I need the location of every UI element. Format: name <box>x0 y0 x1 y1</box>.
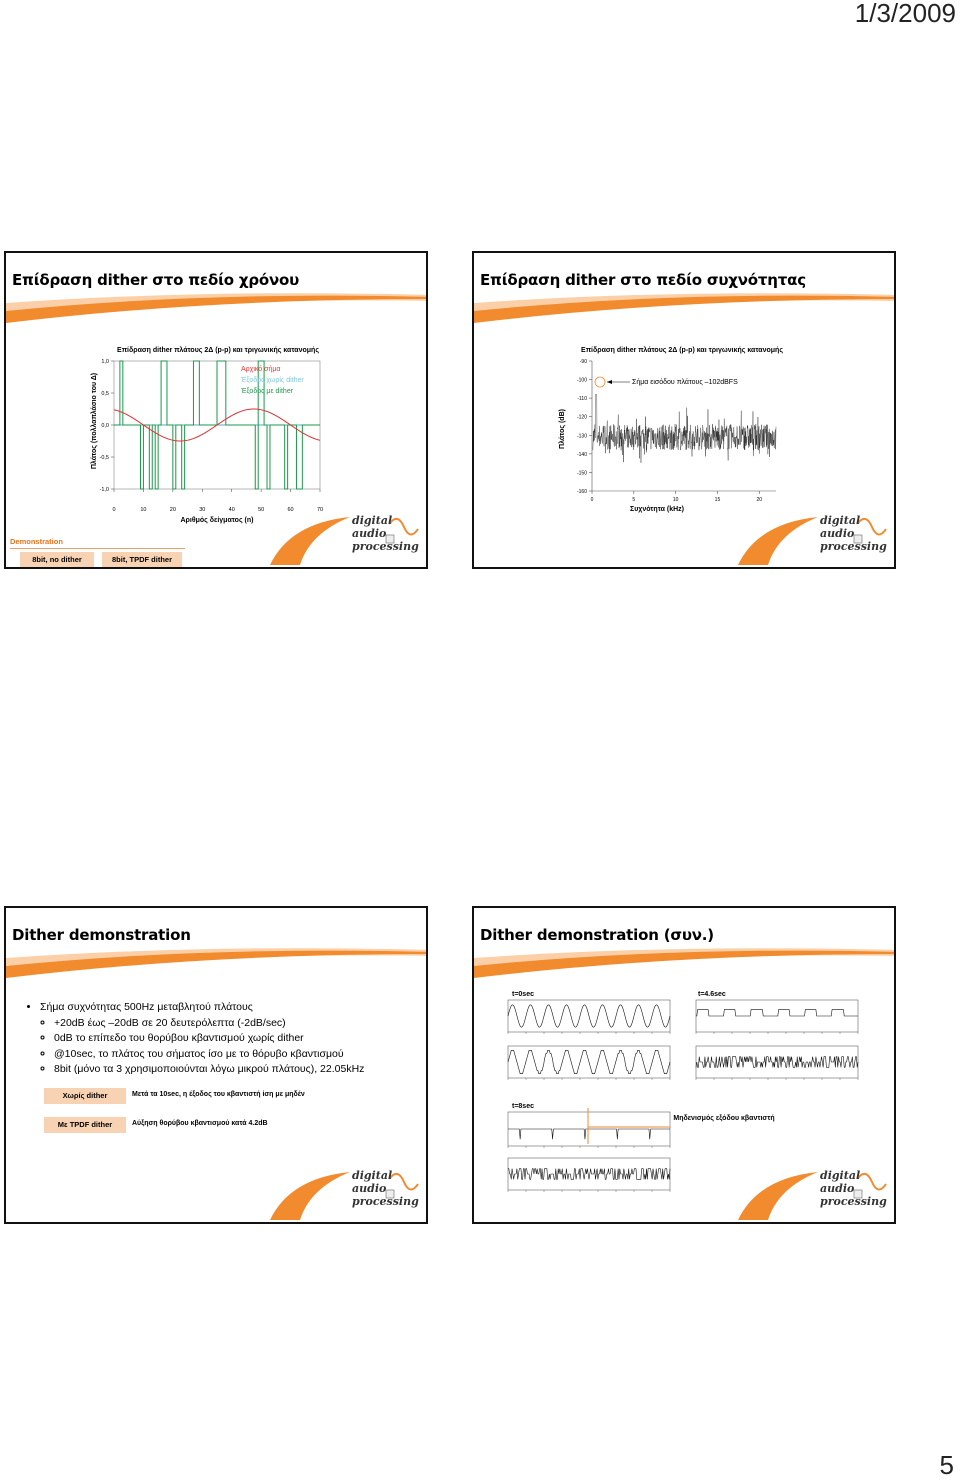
label-t8: t=8sec <box>512 1103 534 1110</box>
x-tick-label: 30 <box>199 507 206 513</box>
chart-title: Επίδραση dither πλάτους 2Δ (p-p) και τριγωνικής κατανομής <box>117 347 319 354</box>
x-axis-label: Αριθμός δείγματος (n) <box>180 517 254 524</box>
peak-marker <box>595 377 605 387</box>
note-tpdf: Αύξηση θορύβου κβαντισμού κατά 4.2dB <box>132 1120 268 1127</box>
slide-title: Επίδραση dither στο πεδίο χρόνου <box>12 271 300 289</box>
slide-frequency-domain <box>472 251 896 569</box>
legend-no-dither: Έξοδος χωρίς dither <box>241 377 304 384</box>
x-tick-label: 60 <box>287 507 294 513</box>
title-swoosh <box>474 944 896 984</box>
panel-waveform <box>508 1129 670 1139</box>
y-tick-label: -130 <box>576 433 587 440</box>
slide-dither-demo <box>4 906 428 1224</box>
y-tick-label: -140 <box>576 451 587 458</box>
x-tick-label: 5 <box>632 497 636 503</box>
logo-line3: processing <box>352 1195 419 1208</box>
y-tick-label: -1,0 <box>99 487 109 493</box>
x-tick-label: 10 <box>672 497 679 503</box>
title-swoosh <box>6 289 428 329</box>
button-8bit-no-dither[interactable]: 8bit, no dither <box>20 552 94 568</box>
y-tick-label: 1,0 <box>101 359 109 365</box>
y-tick-label: -160 <box>576 489 587 495</box>
y-tick-label: -100 <box>576 377 587 384</box>
button-no-dither[interactable]: Χωρίς dither <box>44 1088 126 1104</box>
x-tick-label: 15 <box>714 497 721 503</box>
slide-time-domain <box>4 251 428 569</box>
bullet-1: ◦ +20dB έως –20dB σε 20 δευτερόλεπτα (-2dB/sec) <box>54 1016 364 1032</box>
title-swoosh <box>474 289 896 329</box>
logo-line1: digital <box>352 514 393 527</box>
x-tick-label: 0 <box>590 497 594 503</box>
y-tick-label: 0,5 <box>101 391 109 397</box>
frequency-domain-chart <box>474 341 896 526</box>
bullet-3: ◦ @10sec, το πλάτος του σήματος ίσο με το θόρυβο κβαντισμού <box>54 1047 364 1063</box>
y-tick-label: 0,0 <box>101 423 109 429</box>
slide-title: Dither demonstration <box>12 926 191 944</box>
logo <box>270 1168 420 1220</box>
panel-t46-output <box>696 1046 858 1080</box>
x-axis-label: Συχνότητα (kHz) <box>630 506 684 513</box>
panel-t46-input <box>696 1000 858 1034</box>
x-tick-label: 40 <box>228 507 235 513</box>
bullet-2: ◦ 0dB το επίπεδο του θορύβου κβαντισμού χωρίς dither <box>54 1031 364 1047</box>
logo-line2: audio <box>820 527 855 540</box>
panel-waveform <box>508 1050 670 1073</box>
panel-waveform <box>508 1005 670 1027</box>
panel-waveform <box>696 1057 858 1068</box>
demonstration-label: Demonstration <box>10 537 63 546</box>
x-tick-label: 20 <box>756 497 763 503</box>
title-swoosh <box>6 944 428 984</box>
logo-line1: digital <box>820 1169 861 1182</box>
page-number: 5 <box>939 1450 954 1480</box>
logo-line3: processing <box>820 540 887 553</box>
logo-line3: processing <box>820 1195 887 1208</box>
x-tick-label: 50 <box>258 507 265 513</box>
slide-title: Dither demonstration (συν.) <box>480 926 714 944</box>
demo-underline <box>10 548 185 549</box>
panel-waveform <box>696 1010 858 1016</box>
button-8bit-tpdf-dither[interactable]: 8bit, TPDF dither <box>102 552 182 568</box>
x-tick-label: 10 <box>140 507 147 513</box>
label-t46: t=4.6sec <box>698 991 726 998</box>
panel-waveform <box>508 1169 670 1180</box>
logo-line2: audio <box>352 1182 387 1195</box>
y-tick-label: -150 <box>576 470 587 477</box>
x-tick-label: 20 <box>169 507 176 513</box>
y-tick-label: -0,5 <box>99 455 109 461</box>
bullet-4: ◦ 8bit (μόνο τα 3 χρησιμοποιούνται λόγω μικρού πλάτους), 22.05kHz <box>54 1062 364 1078</box>
panel-t0-input <box>508 1000 670 1034</box>
bullet-list <box>26 1000 364 1078</box>
logo-line2: audio <box>820 1182 855 1195</box>
legend-dither: Έξοδος με dither <box>241 388 294 395</box>
y-tick-label: -120 <box>576 414 587 421</box>
logo <box>738 1168 888 1220</box>
bullet-main: • Σήμα συχνότητας 500Hz μεταβλητού πλάτους <box>40 1000 364 1016</box>
annotation-zero-output: Μηδενισμός εξόδου κβαντιστή <box>673 1115 775 1122</box>
button-tpdf-dither[interactable]: Με TPDF dither <box>44 1117 126 1133</box>
logo-line1: digital <box>820 514 861 527</box>
x-tick-label: 70 <box>316 507 324 513</box>
panel-t0-output <box>508 1046 670 1080</box>
y-tick-label: -90 <box>579 359 587 365</box>
panel-frame <box>508 1158 670 1190</box>
chart-title: Επίδραση dither πλάτους 2Δ (p-p) και τριγωνικής κατανομής <box>581 347 783 354</box>
note-no-dither: Μετά τα 10sec, η έξοδος του κβαντιστή ίση με μηδέν <box>132 1091 305 1098</box>
annotation-text: Σήμα εισόδου πλάτους –102dBFS <box>632 379 738 386</box>
panel-t8-input <box>508 1112 670 1148</box>
y-axis-label: Πλάτος (πολλαπλάσιο του Δ) <box>91 372 98 470</box>
y-tick-label: -110 <box>577 396 587 403</box>
legend-input: Αρχικό σήμα <box>241 366 281 373</box>
logo <box>270 513 420 565</box>
page-date: 1/3/2009 <box>854 0 956 28</box>
slide-title: Επίδραση dither στο πεδίο συχνότητας <box>480 271 806 289</box>
slide-dither-demo-cont <box>472 906 896 1224</box>
y-axis-label: Πλάτος (dB) <box>559 409 566 449</box>
label-t0: t=0sec <box>512 991 534 998</box>
logo <box>738 513 888 565</box>
time-domain-chart <box>6 341 428 531</box>
series-spectrum <box>593 394 776 462</box>
logo-line2: audio <box>352 527 387 540</box>
panel-t8-output <box>508 1158 670 1192</box>
arrow-head <box>607 380 612 384</box>
logo-line3: processing <box>352 540 419 553</box>
x-tick-label: 0 <box>112 507 116 513</box>
logo-line1: digital <box>352 1169 393 1182</box>
